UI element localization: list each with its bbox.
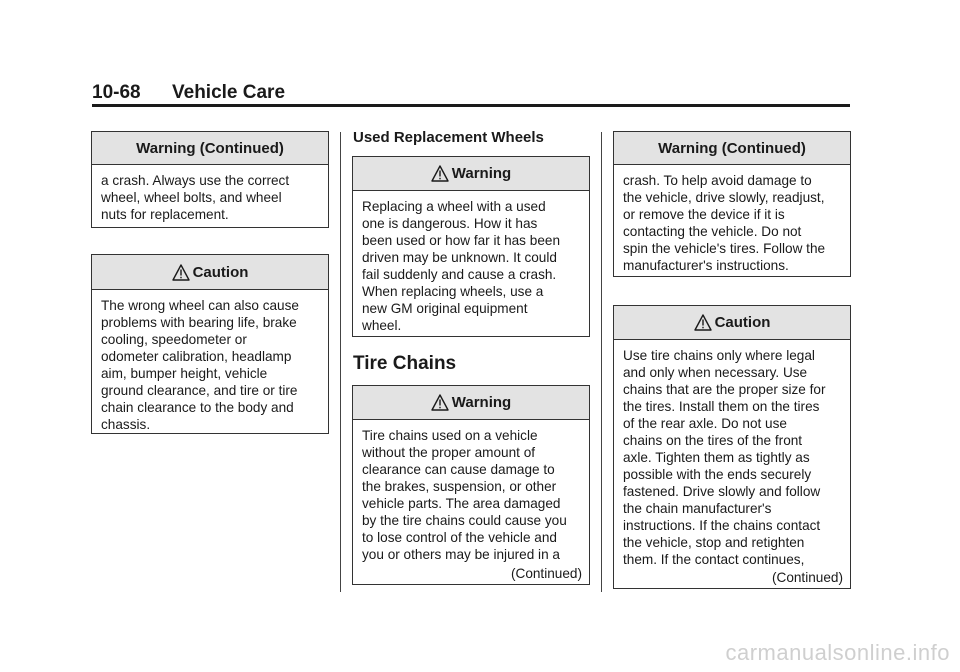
text-line: contacting the vehicle. Do not [623, 224, 802, 239]
column-divider-1 [340, 132, 341, 592]
box-title-row [92, 255, 328, 290]
text-line: the tires. Install them on the tires [623, 399, 820, 414]
page-header [92, 82, 850, 106]
text-line: by the tire chains could cause you [362, 513, 567, 528]
text-line: one is dangerous. How it has [362, 216, 538, 231]
box-body [614, 165, 850, 274]
text-line: without the proper amount of [362, 445, 536, 460]
text-line: chains on the tires of the front [623, 433, 803, 448]
header-rule [92, 104, 850, 107]
text-line: a crash. Always use the correct [101, 173, 290, 188]
text-line: ground clearance, and tire or tire [101, 383, 298, 398]
text-line: wheel. [362, 318, 402, 333]
text-line: fastened. Drive slowly and follow [623, 484, 821, 499]
text-line: the vehicle, stop and retighten [623, 535, 805, 550]
box-title-row [353, 157, 589, 191]
box-title: Warning [451, 165, 512, 182]
text-line: nuts for replacement. [101, 207, 229, 222]
box-title: Warning (Continued) [92, 132, 328, 165]
text-line: When replacing wheels, use a [362, 284, 544, 299]
text-line: crash. To help avoid damage to [623, 173, 812, 188]
text-line: clearance can cause damage to [362, 462, 555, 477]
warning-box-used-wheels [352, 156, 590, 337]
section-heading-tire-chains: Tire Chains [353, 353, 457, 374]
text-line: vehicle parts. The area damaged [362, 496, 561, 511]
box-body [614, 340, 850, 568]
text-line: chains that are the proper size for [623, 382, 826, 397]
text-line: manufacturer's instructions. [623, 258, 789, 273]
watermark: carmanualsonline.info [725, 640, 950, 665]
caution-box-1 [91, 254, 329, 434]
text-line: instructions. If the chains contact [623, 518, 821, 533]
warning-continued-box-2 [613, 131, 851, 277]
continued-label: (Continued) [510, 566, 582, 581]
column-divider-2 [601, 132, 602, 592]
text-line: the brakes, suspension, or other [362, 479, 557, 494]
text-line: odometer calibration, headlamp [101, 349, 292, 364]
warning-continued-box-1 [91, 131, 329, 228]
text-line: chain clearance to the body and [101, 400, 294, 415]
text-line: fail suddenly and cause a crash. [362, 267, 557, 282]
text-line: aim, bumper height, vehicle [101, 366, 268, 381]
box-title: Warning [451, 394, 512, 411]
text-line: Tire chains used on a vehicle [362, 428, 538, 443]
text-line: Use tire chains only where legal [623, 348, 815, 363]
text-line: them. If the contact continues, [623, 552, 805, 567]
warning-triangle-icon [431, 165, 449, 182]
page-number: 10-68 [92, 82, 141, 103]
box-title-row [614, 306, 850, 340]
caution-box-2 [613, 305, 851, 589]
warning-triangle-icon [431, 394, 449, 411]
box-title-row [353, 386, 589, 420]
text-line: new GM original equipment [362, 301, 528, 316]
text-line: The wrong wheel can also cause [101, 298, 299, 313]
text-line: and only when necessary. Use [623, 365, 808, 380]
text-line: or remove the device if it is [623, 207, 785, 222]
text-line: Replacing a wheel with a used [362, 199, 546, 214]
section-title: Vehicle Care [172, 82, 286, 103]
text-line: the chain manufacturer's [623, 501, 772, 516]
continued-label: (Continued) [771, 570, 843, 585]
text-line: of the rear axle. Do not use [623, 416, 787, 431]
box-title: Caution [714, 314, 771, 331]
subheading-used-replacement-wheels: Used Replacement Wheels [353, 129, 544, 146]
box-title: Warning (Continued) [614, 132, 850, 165]
text-line: driven may be unknown. It could [362, 250, 557, 265]
warning-triangle-icon [172, 264, 190, 281]
text-line: chassis. [101, 417, 151, 432]
warning-triangle-icon [694, 314, 712, 331]
box-title: Caution [192, 263, 249, 281]
warning-box-tire-chains [352, 385, 590, 585]
box-body [92, 165, 328, 223]
box-body [353, 191, 589, 334]
text-line: you or others may be injured in a [362, 547, 560, 562]
text-line: wheel, wheel bolts, and wheel [101, 190, 282, 205]
text-line: been used or how far it has been [362, 233, 560, 248]
text-line: the vehicle, drive slowly, readjust, [623, 190, 825, 205]
text-line: axle. Tighten them as tightly as [623, 450, 810, 465]
text-line: cooling, speedometer or [101, 332, 247, 347]
text-line: spin the vehicle's tires. Follow the [623, 241, 826, 256]
text-line: problems with bearing life, brake [101, 315, 297, 330]
text-line: possible with the ends securely [623, 467, 812, 482]
text-line: to lose control of the vehicle and [362, 530, 557, 545]
box-body [92, 290, 328, 433]
box-body [353, 420, 589, 563]
